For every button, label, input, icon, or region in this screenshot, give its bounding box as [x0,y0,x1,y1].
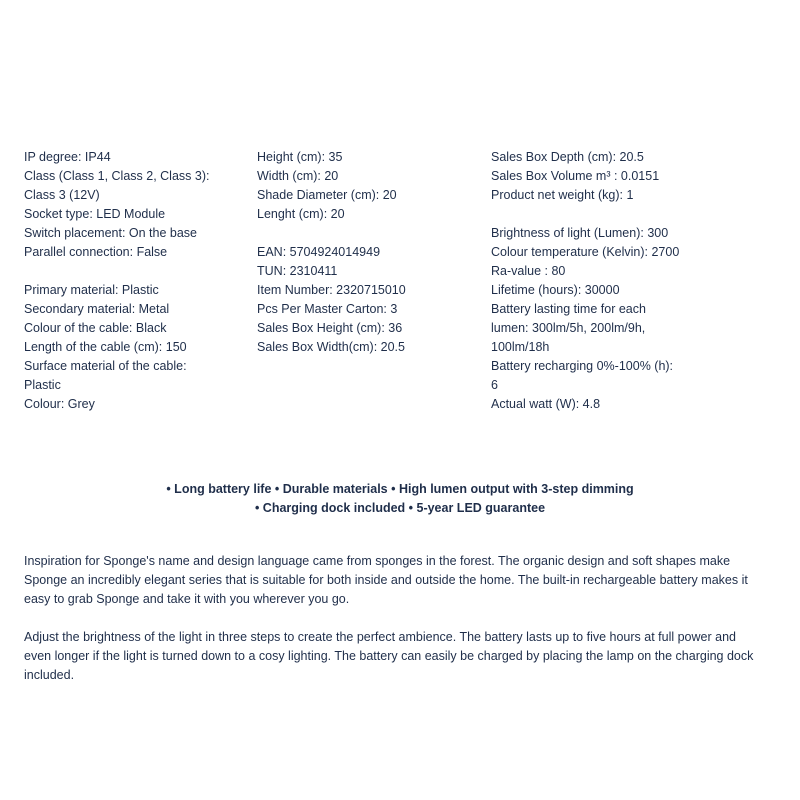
spec-lifetime: Lifetime (hours): 30000 [491,283,620,297]
spec-cable-surface-label: Surface material of the cable: [24,359,187,373]
spec-battery-lasting-value-2: 100lm/18h [491,340,550,354]
spec-cable-surface-value: Plastic [24,378,61,392]
specs-column-2 [257,148,487,357]
spec-class-value: Class 3 (12V) [24,188,100,202]
spacer [257,224,487,243]
spec-sales-box-width: Sales Box Width(cm): 20.5 [257,340,405,354]
spec-ra-value: Ra-value : 80 [491,264,566,278]
spec-secondary-material: Secondary material: Metal [24,302,170,316]
spec-actual-watt: Actual watt (W): 4.8 [491,397,601,411]
spec-cable-colour: Colour of the cable: Black [24,321,167,335]
spec-colour: Colour: Grey [24,397,95,411]
spec-sales-box-volume: Sales Box Volume m³ : 0.0151 [491,169,660,183]
specs-column-3 [491,148,731,414]
description-paragraph-1: Inspiration for Sponge's name and design language came from sponges in the forest. The organic design and soft shapes make Sponge an incredibly elegant series that is suitable for both inside and outside the home. The built-in rechargeable battery makes it easy to grab Sponge and take it with you wherever you go. [24,554,748,606]
spec-battery-recharging-label: Battery recharging 0%-100% (h): [491,359,674,373]
spec-ean: EAN: 5704924014949 [257,245,381,259]
spec-item-number: Item Number: 2320715010 [257,283,406,297]
spec-sales-box-height: Sales Box Height (cm): 36 [257,321,403,335]
spec-battery-recharging-value: 6 [491,378,498,392]
feature-line-2: • Charging dock included • 5-year LED guarantee [254,501,546,515]
spec-primary-material: Primary material: Plastic [24,283,159,297]
spec-battery-lasting-label: Battery lasting time for each [491,302,646,316]
spec-length: Lenght (cm): 20 [257,207,345,221]
spec-net-weight: Product net weight (kg): 1 [491,188,634,202]
spec-ip-degree: IP degree: IP44 [24,150,111,164]
spec-brightness: Brightness of light (Lumen): 300 [491,226,669,240]
spec-socket-type: Socket type: LED Module [24,207,166,221]
spacer [491,205,731,224]
spec-parallel-connection: Parallel connection: False [24,245,168,259]
product-description [24,552,764,704]
specifications-table [24,148,784,428]
spec-cable-length: Length of the cable (cm): 150 [24,340,187,354]
spacer [24,262,254,281]
spec-height: Height (cm): 35 [257,150,343,164]
description-paragraph-2: Adjust the brightness of the light in three steps to create the perfect ambience. The battery lasts up to five hours at full power and even longer if the light is turned down to a cosy lighting. The battery can easily be charged by placing the lamp on the charging dock included. [24,630,754,682]
spec-sales-box-depth: Sales Box Depth (cm): 20.5 [491,150,644,164]
spec-pcs-per-carton: Pcs Per Master Carton: 3 [257,302,398,316]
spec-switch-placement: Switch placement: On the base [24,226,198,240]
spec-colour-temperature: Colour temperature (Kelvin): 2700 [491,245,680,259]
specs-column-1 [24,148,254,414]
spec-shade-diameter: Shade Diameter (cm): 20 [257,188,397,202]
spec-battery-lasting-value-1: lumen: 300lm/5h, 200lm/9h, [491,321,646,335]
spec-tun: TUN: 2310411 [257,264,338,278]
feature-line-1: • Long battery life • Durable materials • High lumen output with 3-step dimming [166,482,634,496]
spec-class-label: Class (Class 1, Class 2, Class 3): [24,169,210,183]
spec-width: Width (cm): 20 [257,169,339,183]
feature-highlights [0,480,800,518]
